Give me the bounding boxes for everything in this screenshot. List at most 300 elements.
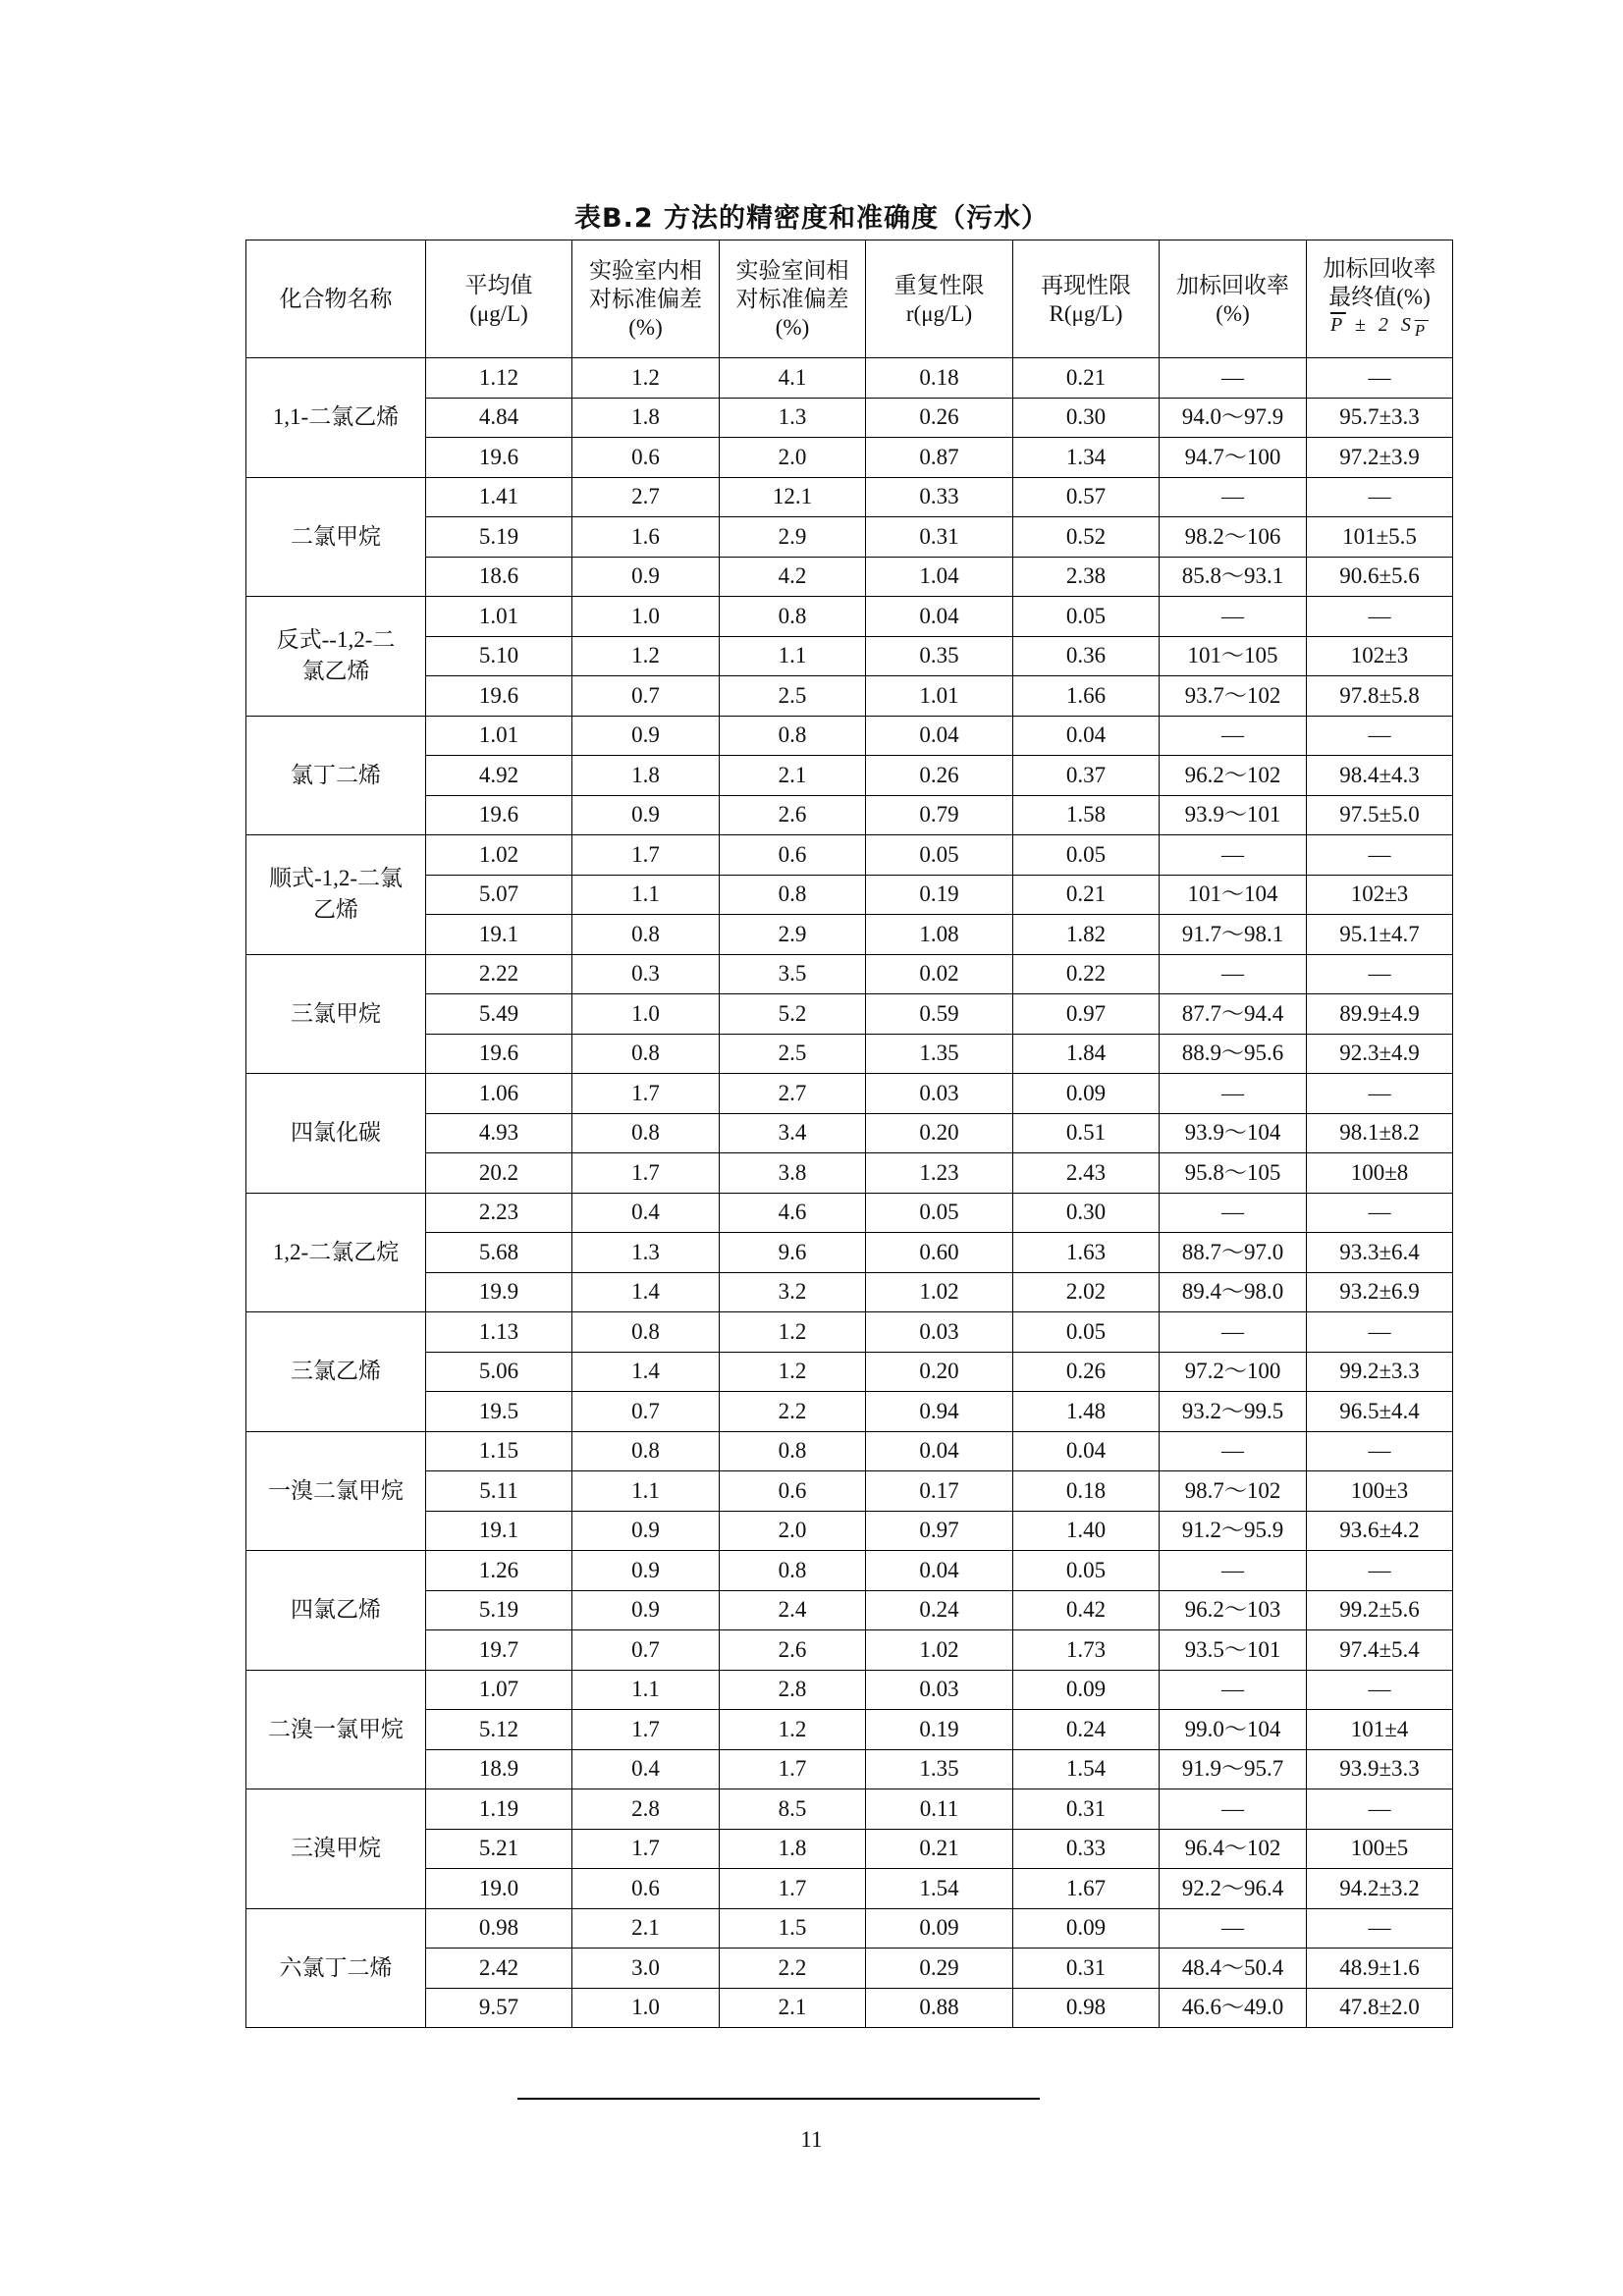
intralab-rsd-cell: 0.8 [572, 915, 720, 955]
recovery-final-cell: 102±3 [1307, 636, 1453, 676]
table-row [246, 716, 1453, 756]
repeatability-cell: 1.35 [866, 1034, 1013, 1074]
header-line: 加标回收率 [1176, 272, 1289, 297]
reproducibility-cell: 1.48 [1013, 1392, 1160, 1432]
table-row [246, 795, 1453, 835]
header-line: 实验室间相 [735, 258, 849, 283]
header-compound-name [246, 240, 426, 358]
reproducibility-cell: 0.30 [1013, 398, 1160, 438]
interlab-rsd-cell: 1.3 [720, 398, 866, 438]
recovery-final-cell: 94.2±3.2 [1307, 1869, 1453, 1909]
mean-value-cell: 1.19 [426, 1789, 572, 1830]
mean-value-cell: 5.49 [426, 994, 572, 1035]
intralab-rsd-cell: 1.7 [572, 1074, 720, 1114]
interlab-rsd-cell: 1.2 [720, 1710, 866, 1750]
compound-name-line: 1,2-二氯乙烷 [272, 1239, 400, 1264]
table-row [246, 1551, 1453, 1591]
recovery-final-cell: 93.2±6.9 [1307, 1272, 1453, 1312]
repeatability-cell: 1.01 [866, 676, 1013, 717]
mean-value-cell: 19.6 [426, 438, 572, 478]
compound-name-cell [246, 1670, 426, 1789]
recovery-final-cell: 98.4±4.3 [1307, 756, 1453, 796]
recovery-range-cell: 99.0～104 [1160, 1710, 1307, 1750]
recovery-range-cell: 92.2～96.4 [1160, 1869, 1307, 1909]
interlab-rsd-cell: 1.2 [720, 1352, 866, 1392]
mean-value-cell: 19.6 [426, 676, 572, 717]
recovery-range-cell: 98.2～106 [1160, 517, 1307, 558]
mean-value-cell: 1.01 [426, 597, 572, 637]
table-row [246, 597, 1453, 637]
reproducibility-cell: 1.40 [1013, 1511, 1160, 1551]
reproducibility-cell: 1.58 [1013, 795, 1160, 835]
table-row [246, 358, 1453, 399]
intralab-rsd-cell: 1.1 [572, 875, 720, 915]
recovery-range-cell: — [1160, 477, 1307, 517]
recovery-range-cell: — [1160, 954, 1307, 994]
reproducibility-cell: 1.84 [1013, 1034, 1160, 1074]
compound-name-cell [246, 1789, 426, 1909]
repeatability-cell: 0.21 [866, 1829, 1013, 1869]
table-row [246, 1312, 1453, 1353]
recovery-range-cell: — [1160, 1670, 1307, 1710]
mean-value-cell: 1.41 [426, 477, 572, 517]
recovery-final-cell: 93.6±4.2 [1307, 1511, 1453, 1551]
reproducibility-cell: 0.51 [1013, 1113, 1160, 1153]
recovery-final-cell: — [1307, 597, 1453, 637]
recovery-final-cell: 95.1±4.7 [1307, 915, 1453, 955]
final-value-formula [1307, 311, 1452, 345]
header-line: 实验室内相 [589, 258, 702, 283]
recovery-range-cell: 93.9～104 [1160, 1113, 1307, 1153]
reproducibility-cell: 0.31 [1013, 1789, 1160, 1830]
intralab-rsd-cell: 1.7 [572, 1829, 720, 1869]
compound-name-line: 三氯乙烯 [291, 1359, 381, 1384]
recovery-range-cell: 97.2～100 [1160, 1352, 1307, 1392]
table-row [246, 994, 1453, 1035]
recovery-range-cell: 87.7～94.4 [1160, 994, 1307, 1035]
mean-value-cell: 19.1 [426, 1511, 572, 1551]
recovery-final-cell: 99.2±5.6 [1307, 1590, 1453, 1630]
header-line: r(μg/L) [905, 300, 973, 326]
reproducibility-cell: 0.04 [1013, 716, 1160, 756]
compound-name-line: 反式--1,2-二 [276, 627, 396, 653]
compound-name-line: 四氯化碳 [291, 1120, 381, 1146]
mean-value-cell: 19.7 [426, 1630, 572, 1671]
intralab-rsd-cell: 0.4 [572, 1193, 720, 1233]
recovery-range-cell: — [1160, 716, 1307, 756]
intralab-rsd-cell: 1.8 [572, 756, 720, 796]
recovery-final-cell: 101±5.5 [1307, 517, 1453, 558]
compound-name-line: 三溴甲烷 [291, 1836, 381, 1861]
table-row [246, 438, 1453, 478]
mean-value-cell: 1.07 [426, 1670, 572, 1710]
recovery-range-cell: 91.9～95.7 [1160, 1749, 1307, 1789]
repeatability-cell: 0.09 [866, 1908, 1013, 1949]
formula-p: $\overline{P}$ [1329, 313, 1346, 336]
repeatability-cell: 0.05 [866, 1193, 1013, 1233]
interlab-rsd-cell: 2.6 [720, 795, 866, 835]
reproducibility-cell: 0.97 [1013, 994, 1160, 1035]
reproducibility-cell: 1.63 [1013, 1233, 1160, 1273]
intralab-rsd-cell: 1.2 [572, 636, 720, 676]
recovery-final-cell: — [1307, 1789, 1453, 1830]
interlab-rsd-cell: 1.7 [720, 1869, 866, 1909]
repeatability-cell: 0.03 [866, 1074, 1013, 1114]
intralab-rsd-cell: 0.9 [572, 1590, 720, 1630]
intralab-rsd-cell: 0.7 [572, 1630, 720, 1671]
intralab-rsd-cell: 1.8 [572, 398, 720, 438]
recovery-final-cell: 101±4 [1307, 1710, 1453, 1750]
mean-value-cell: 4.93 [426, 1113, 572, 1153]
table-row [246, 1074, 1453, 1114]
mean-value-cell: 5.21 [426, 1829, 572, 1869]
interlab-rsd-cell: 2.6 [720, 1630, 866, 1671]
repeatability-cell: 0.17 [866, 1471, 1013, 1512]
table-row [246, 1908, 1453, 1949]
intralab-rsd-cell: 0.6 [572, 1869, 720, 1909]
mean-value-cell: 5.06 [426, 1352, 572, 1392]
mean-value-cell: 4.92 [426, 756, 572, 796]
recovery-range-cell: 91.7～98.1 [1160, 915, 1307, 955]
repeatability-cell: 0.97 [866, 1511, 1013, 1551]
mean-value-cell: 1.02 [426, 835, 572, 876]
header-line: R(μg/L) [1049, 300, 1123, 326]
compound-name-cell [246, 358, 426, 478]
interlab-rsd-cell: 3.5 [720, 954, 866, 994]
reproducibility-cell: 0.09 [1013, 1074, 1160, 1114]
mean-value-cell: 5.19 [426, 1590, 572, 1630]
reproducibility-cell: 0.05 [1013, 1551, 1160, 1591]
recovery-final-cell: 100±8 [1307, 1153, 1453, 1194]
reproducibility-cell: 0.42 [1013, 1590, 1160, 1630]
mean-value-cell: 5.10 [426, 636, 572, 676]
table-row [246, 1789, 1453, 1830]
table-row [246, 1034, 1453, 1074]
intralab-rsd-cell: 1.2 [572, 358, 720, 399]
recovery-final-cell: 92.3±4.9 [1307, 1034, 1453, 1074]
reproducibility-cell: 1.34 [1013, 438, 1160, 478]
mean-value-cell: 20.2 [426, 1153, 572, 1194]
reproducibility-cell: 2.02 [1013, 1272, 1160, 1312]
header-intralab-rsd [572, 240, 720, 358]
compound-name-cell [246, 1074, 426, 1194]
recovery-final-cell: 95.7±3.3 [1307, 398, 1453, 438]
reproducibility-cell: 1.73 [1013, 1630, 1160, 1671]
table-row [246, 835, 1453, 876]
recovery-final-cell: 102±3 [1307, 875, 1453, 915]
compound-name-cell [246, 835, 426, 955]
table-row [246, 477, 1453, 517]
recovery-final-cell: — [1307, 1074, 1453, 1114]
mean-value-cell: 2.22 [426, 954, 572, 994]
reproducibility-cell: 0.36 [1013, 636, 1160, 676]
table-row [246, 1630, 1453, 1671]
intralab-rsd-cell: 0.6 [572, 438, 720, 478]
interlab-rsd-cell: 1.8 [720, 1829, 866, 1869]
interlab-rsd-cell: 2.8 [720, 1670, 866, 1710]
mean-value-cell: 1.15 [426, 1431, 572, 1471]
compound-name-cell [246, 716, 426, 835]
mean-value-cell: 2.23 [426, 1193, 572, 1233]
interlab-rsd-cell: 3.2 [720, 1272, 866, 1312]
repeatability-cell: 1.02 [866, 1630, 1013, 1671]
table-row [246, 1153, 1453, 1194]
reproducibility-cell: 0.57 [1013, 477, 1160, 517]
intralab-rsd-cell: 1.7 [572, 835, 720, 876]
interlab-rsd-cell: 2.9 [720, 915, 866, 955]
table-row [246, 954, 1453, 994]
mean-value-cell: 1.01 [426, 716, 572, 756]
header-repeatability-limit [866, 240, 1013, 358]
compound-name-line: 四氯乙烯 [291, 1597, 381, 1623]
header-interlab-rsd [720, 240, 866, 358]
interlab-rsd-cell: 2.4 [720, 1590, 866, 1630]
mean-value-cell: 4.84 [426, 398, 572, 438]
repeatability-cell: 0.19 [866, 1710, 1013, 1750]
interlab-rsd-cell: 3.8 [720, 1153, 866, 1194]
repeatability-cell: 0.04 [866, 1551, 1013, 1591]
formula-pm: ± 2 [1354, 313, 1392, 336]
recovery-final-cell: 98.1±8.2 [1307, 1113, 1453, 1153]
mean-value-cell: 1.13 [426, 1312, 572, 1353]
reproducibility-cell: 0.24 [1013, 1710, 1160, 1750]
recovery-range-cell: 98.7～102 [1160, 1471, 1307, 1512]
repeatability-cell: 1.23 [866, 1153, 1013, 1194]
compound-name-line: 一溴二氯甲烷 [268, 1477, 404, 1503]
repeatability-cell: 0.79 [866, 795, 1013, 835]
repeatability-cell: 0.31 [866, 517, 1013, 558]
interlab-rsd-cell: 1.1 [720, 636, 866, 676]
recovery-range-cell: 93.9～101 [1160, 795, 1307, 835]
repeatability-cell: 0.03 [866, 1312, 1013, 1353]
table-row [246, 1272, 1453, 1312]
repeatability-cell: 0.04 [866, 716, 1013, 756]
table-row [246, 398, 1453, 438]
interlab-rsd-cell: 0.8 [720, 597, 866, 637]
table-row [246, 875, 1453, 915]
mean-value-cell: 19.6 [426, 1034, 572, 1074]
repeatability-cell: 0.20 [866, 1113, 1013, 1153]
reproducibility-cell: 0.30 [1013, 1193, 1160, 1233]
interlab-rsd-cell: 1.7 [720, 1749, 866, 1789]
reproducibility-cell: 2.43 [1013, 1153, 1160, 1194]
header-reproducibility-limit [1013, 240, 1160, 358]
intralab-rsd-cell: 0.8 [572, 1312, 720, 1353]
intralab-rsd-cell: 0.8 [572, 1431, 720, 1471]
intralab-rsd-cell: 0.9 [572, 795, 720, 835]
reproducibility-cell: 0.22 [1013, 954, 1160, 994]
mean-value-cell: 19.5 [426, 1392, 572, 1432]
recovery-range-cell: — [1160, 1551, 1307, 1591]
repeatability-cell: 0.04 [866, 1431, 1013, 1471]
intralab-rsd-cell: 3.0 [572, 1949, 720, 1989]
intralab-rsd-cell: 0.9 [572, 1511, 720, 1551]
recovery-final-cell: 97.4±5.4 [1307, 1630, 1453, 1671]
header-line: 加标回收率 [1323, 255, 1436, 281]
recovery-range-cell: 48.4～50.4 [1160, 1949, 1307, 1989]
header-line: 对标准偏差 [589, 287, 702, 311]
repeatability-cell: 0.03 [866, 1670, 1013, 1710]
mean-value-cell: 9.57 [426, 1988, 572, 2028]
repeatability-cell: 0.29 [866, 1949, 1013, 1989]
mean-value-cell: 5.68 [426, 1233, 572, 1273]
repeatability-cell: 0.18 [866, 358, 1013, 399]
compound-name-line: 二氯甲烷 [291, 523, 381, 549]
interlab-rsd-cell: 2.2 [720, 1392, 866, 1432]
recovery-range-cell: 93.2～99.5 [1160, 1392, 1307, 1432]
reproducibility-cell: 0.21 [1013, 875, 1160, 915]
compound-name-cell [246, 477, 426, 597]
header-spike-recovery [1160, 240, 1307, 358]
recovery-final-cell: — [1307, 1193, 1453, 1233]
recovery-range-cell: 88.7～97.0 [1160, 1233, 1307, 1273]
mean-value-cell: 5.07 [426, 875, 572, 915]
interlab-rsd-cell: 0.8 [720, 1431, 866, 1471]
repeatability-cell: 0.04 [866, 597, 1013, 637]
interlab-rsd-cell: 2.0 [720, 1511, 866, 1551]
header-line: (%) [628, 315, 663, 340]
intralab-rsd-cell: 1.7 [572, 1710, 720, 1750]
recovery-final-cell: — [1307, 1551, 1453, 1591]
table-caption: 表B.2 方法的精密度和准确度（污水） [573, 203, 1050, 234]
interlab-rsd-cell: 0.8 [720, 716, 866, 756]
repeatability-cell: 1.08 [866, 915, 1013, 955]
header-line: 对标准偏差 [735, 287, 849, 311]
compound-name-line: 乙烯 [313, 897, 358, 923]
reproducibility-cell: 0.52 [1013, 517, 1160, 558]
recovery-range-cell: 94.0～97.9 [1160, 398, 1307, 438]
compound-name-cell [246, 597, 426, 717]
interlab-rsd-cell: 2.0 [720, 438, 866, 478]
repeatability-cell: 0.24 [866, 1590, 1013, 1630]
reproducibility-cell: 1.82 [1013, 915, 1160, 955]
compound-name-line: 氯乙烯 [301, 659, 370, 684]
recovery-final-cell: 90.6±5.6 [1307, 557, 1453, 597]
recovery-final-cell: — [1307, 477, 1453, 517]
intralab-rsd-cell: 1.1 [572, 1670, 720, 1710]
formula-sub: P [1414, 320, 1430, 340]
repeatability-cell: 1.02 [866, 1272, 1013, 1312]
intralab-rsd-cell: 1.0 [572, 597, 720, 637]
interlab-rsd-cell: 2.1 [720, 756, 866, 796]
compound-name-cell [246, 954, 426, 1074]
recovery-range-cell: — [1160, 1789, 1307, 1830]
intralab-rsd-cell: 0.9 [572, 1551, 720, 1591]
reproducibility-cell: 0.05 [1013, 597, 1160, 637]
reproducibility-cell: 0.21 [1013, 358, 1160, 399]
repeatability-cell: 0.02 [866, 954, 1013, 994]
mean-value-cell: 5.12 [426, 1710, 572, 1750]
recovery-final-cell: 48.9±1.6 [1307, 1949, 1453, 1989]
compound-name-line: 1,1-二氯乙烯 [272, 404, 400, 430]
recovery-range-cell: 96.4～102 [1160, 1829, 1307, 1869]
table-row [246, 1829, 1453, 1869]
table-row [246, 1511, 1453, 1551]
reproducibility-cell: 0.33 [1013, 1829, 1160, 1869]
interlab-rsd-cell: 2.1 [720, 1988, 866, 2028]
table-header-row [246, 240, 1453, 358]
mean-value-cell: 18.6 [426, 557, 572, 597]
table-row [246, 1590, 1453, 1630]
recovery-final-cell: — [1307, 835, 1453, 876]
recovery-final-cell: 89.9±4.9 [1307, 994, 1453, 1035]
intralab-rsd-cell: 1.0 [572, 1988, 720, 2028]
recovery-final-cell: 99.2±3.3 [1307, 1352, 1453, 1392]
recovery-range-cell: — [1160, 1074, 1307, 1114]
interlab-rsd-cell: 8.5 [720, 1789, 866, 1830]
interlab-rsd-cell: 12.1 [720, 477, 866, 517]
recovery-final-cell: 47.8±2.0 [1307, 1988, 1453, 2028]
compound-name-line: 二溴一氯甲烷 [268, 1716, 404, 1741]
table-row [246, 1710, 1453, 1750]
mean-value-cell: 18.9 [426, 1749, 572, 1789]
intralab-rsd-cell: 2.7 [572, 477, 720, 517]
recovery-final-cell: 96.5±4.4 [1307, 1392, 1453, 1432]
repeatability-cell: 0.35 [866, 636, 1013, 676]
recovery-final-cell: 100±5 [1307, 1829, 1453, 1869]
interlab-rsd-cell: 1.5 [720, 1908, 866, 1949]
table-row [246, 756, 1453, 796]
recovery-range-cell: 46.6～49.0 [1160, 1988, 1307, 2028]
mean-value-cell: 1.06 [426, 1074, 572, 1114]
intralab-rsd-cell: 0.8 [572, 1113, 720, 1153]
recovery-range-cell: 101～105 [1160, 636, 1307, 676]
recovery-range-cell: 85.8～93.1 [1160, 557, 1307, 597]
recovery-final-cell: 93.3±6.4 [1307, 1233, 1453, 1273]
table-row [246, 517, 1453, 558]
table-row [246, 1392, 1453, 1432]
repeatability-cell: 0.05 [866, 835, 1013, 876]
table-row [246, 1193, 1453, 1233]
repeatability-cell: 0.87 [866, 438, 1013, 478]
recovery-final-cell: — [1307, 1431, 1453, 1471]
compound-name-cell [246, 1908, 426, 2028]
header-line: (μg/L) [469, 300, 528, 326]
reproducibility-cell: 0.31 [1013, 1949, 1160, 1989]
recovery-range-cell: 89.4～98.0 [1160, 1272, 1307, 1312]
mean-value-cell: 19.0 [426, 1869, 572, 1909]
table-row [246, 557, 1453, 597]
interlab-rsd-cell: 2.9 [720, 517, 866, 558]
table-row [246, 1471, 1453, 1512]
header-line: 最终值(%) [1328, 284, 1431, 309]
reproducibility-cell: 2.38 [1013, 557, 1160, 597]
recovery-final-cell: 93.9±3.3 [1307, 1749, 1453, 1789]
recovery-range-cell: — [1160, 597, 1307, 637]
intralab-rsd-cell: 0.8 [572, 1034, 720, 1074]
intralab-rsd-cell: 1.0 [572, 994, 720, 1035]
recovery-final-cell: — [1307, 1670, 1453, 1710]
mean-value-cell: 2.42 [426, 1949, 572, 1989]
table-row [246, 1670, 1453, 1710]
recovery-range-cell: 96.2～103 [1160, 1590, 1307, 1630]
footer-divider [517, 2098, 1040, 2100]
interlab-rsd-cell: 2.5 [720, 1034, 866, 1074]
recovery-range-cell: 88.9～95.6 [1160, 1034, 1307, 1074]
header-line: (%) [775, 315, 810, 340]
compound-name-cell [246, 1312, 426, 1432]
intralab-rsd-cell: 1.1 [572, 1471, 720, 1512]
recovery-final-cell: — [1307, 954, 1453, 994]
mean-value-cell: 5.11 [426, 1471, 572, 1512]
recovery-final-cell: — [1307, 1312, 1453, 1353]
intralab-rsd-cell: 2.8 [572, 1789, 720, 1830]
compound-name-cell [246, 1431, 426, 1551]
header-line: 重复性限 [893, 272, 985, 297]
recovery-range-cell: — [1160, 1193, 1307, 1233]
recovery-range-cell: — [1160, 835, 1307, 876]
compound-name-cell [246, 1193, 426, 1312]
